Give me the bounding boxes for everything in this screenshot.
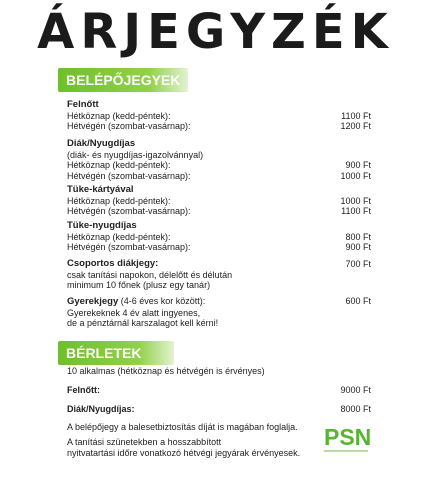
group-heading: Csoportos diákjegy: bbox=[67, 258, 159, 269]
price-value: 900 Ft bbox=[345, 242, 371, 252]
group-note: de a pénztárnál karszalagot kell kérni! bbox=[67, 318, 219, 328]
price-group-gyerek bbox=[67, 296, 371, 329]
berlet-notes bbox=[67, 422, 317, 459]
section-banner-belepojegyek: BELÉPŐJEGYEK bbox=[58, 68, 188, 92]
psn-logo-tagline-icon bbox=[324, 449, 368, 455]
page-title: ÁRJEGYZÉK bbox=[37, 4, 394, 60]
group-heading: Tüke-nyugdíjas bbox=[67, 220, 137, 231]
price-label: Felnőtt: bbox=[67, 385, 100, 395]
price-group-diak bbox=[67, 139, 371, 181]
group-heading: Diák/Nyugdíjas bbox=[67, 138, 136, 149]
price-value: 600 Ft bbox=[345, 296, 371, 306]
price-label: Diák/Nyugdíjas: bbox=[67, 404, 135, 414]
price-row bbox=[67, 160, 371, 171]
price-row bbox=[67, 242, 371, 253]
group-note: Gyerekeknek 4 év alatt ingyenes, bbox=[67, 307, 201, 318]
price-row bbox=[67, 296, 371, 308]
price-value: 1100 Ft bbox=[341, 110, 371, 121]
price-value: 8000 Ft bbox=[340, 404, 371, 414]
price-group-tuke-nyugdijas bbox=[67, 221, 371, 253]
note-line: A tanítási szünetekben a hosszabbított bbox=[67, 437, 222, 447]
price-label: Hétvégén (szombat-vasárnap): bbox=[67, 242, 191, 252]
price-value: 9000 Ft bbox=[340, 385, 371, 395]
price-value: 1200 Ft bbox=[340, 121, 371, 131]
group-note: csak tanítási napokon, délelőtt és délután bbox=[67, 269, 233, 280]
price-value: 700 Ft bbox=[345, 259, 371, 269]
berlet-row-diak bbox=[67, 404, 371, 415]
price-group-csoportos bbox=[67, 259, 371, 291]
price-row bbox=[67, 111, 371, 122]
group-note: minimum 10 főnek (plusz egy tanár) bbox=[67, 280, 211, 290]
psn-logo: PSN bbox=[324, 424, 372, 450]
group-heading: Felnőtt bbox=[67, 99, 99, 110]
price-group-felnott bbox=[67, 100, 371, 132]
price-row bbox=[67, 171, 371, 182]
price-value: 900 Ft bbox=[345, 160, 371, 170]
price-label: Hétköznap (kedd-péntek): bbox=[67, 110, 171, 121]
price-label: Hétvégén (szombat-vasárnap): bbox=[67, 170, 191, 181]
price-row bbox=[67, 259, 371, 270]
price-label: Hétköznap (kedd-péntek): bbox=[67, 160, 171, 170]
price-group-tuke bbox=[67, 185, 371, 217]
group-heading: Tüke-kártyával bbox=[67, 184, 134, 195]
group-note: (diák- és nyugdíjas-igazolvánnyal) bbox=[67, 149, 204, 160]
price-label: Hétköznap (kedd-péntek): bbox=[67, 231, 171, 242]
price-value: 1100 Ft bbox=[341, 206, 371, 216]
price-row bbox=[67, 232, 371, 243]
price-row bbox=[67, 196, 371, 207]
price-label: Hétvégén (szombat-vasárnap): bbox=[67, 206, 191, 216]
price-label: Hétköznap (kedd-péntek): bbox=[67, 195, 171, 206]
price-row bbox=[67, 121, 371, 132]
note-line: nyitvatartási időre vonatkozó hétvégi jegyárak érvényesek. bbox=[67, 448, 301, 458]
group-heading-note: (4-6 éves kor között): bbox=[118, 296, 206, 306]
price-row bbox=[67, 206, 371, 217]
group-heading: Gyerekjegy bbox=[67, 296, 119, 307]
price-value: 1000 Ft bbox=[340, 195, 371, 206]
berlet-intro: 10 alkalmas (hétköznap és hétvégén is érvényes) bbox=[67, 366, 265, 376]
note-line: A belépőjegy a balesetbiztosítás díját is magában foglalja. bbox=[67, 422, 298, 432]
price-value: 800 Ft bbox=[345, 231, 371, 242]
price-label: Hétvégén (szombat-vasárnap): bbox=[67, 121, 191, 131]
berlet-row-felnott bbox=[67, 385, 371, 396]
section-banner-berletek: BÉRLETEK bbox=[58, 341, 174, 365]
price-value: 1000 Ft bbox=[340, 170, 371, 181]
